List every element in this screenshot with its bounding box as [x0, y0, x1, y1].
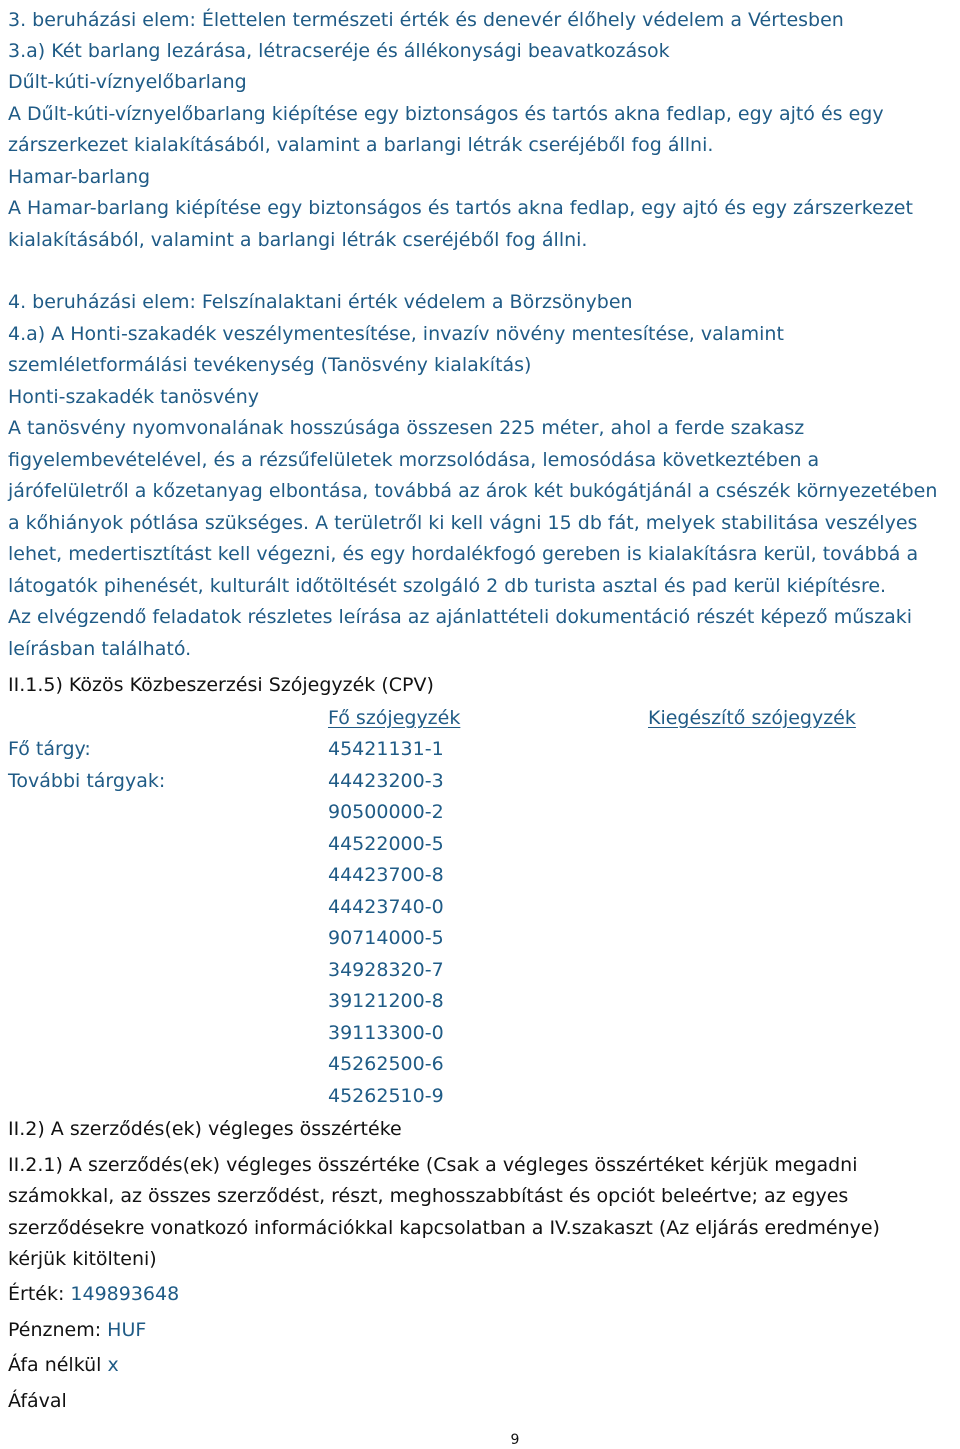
cave2-desc-line2: kialakításából, valamint a barlangi létrák cseréjéből fog állni.	[8, 229, 588, 251]
trail-title: Honti-szakadék tanösvény	[8, 386, 260, 408]
trail-body-line: Az elvégzendő feladatok részletes leírása az ajánlattételi dokumentáció részét képező műszaki	[8, 606, 913, 628]
trail-body-line: látogatók pihenését, kulturált időtöltését szolgáló 2 db turista asztal és pad kerül kiépítésre.	[8, 575, 887, 597]
cpv-main-vocab-header: Fő szójegyzék	[328, 707, 461, 729]
trail-body-line: figyelembevételével, és a rézsűfelületek morzsolódása, lemosódása következtében a	[8, 449, 820, 471]
section4-subheading-line1: 4.a) A Honti-szakadék veszélymentesítése, invazív növény mentesítése, valamint	[8, 323, 784, 345]
contract-value-desc-line: szerződésekre vonatkozó információkkal kapcsolatban a IV.szakaszt (Az eljárás eredménye)	[8, 1217, 880, 1239]
cpv-code: 44423700-8	[328, 864, 444, 886]
section3-subheading: 3.a) Két barlang lezárása, létracseréje és állékonysági beavatkozások	[8, 40, 670, 62]
cpv-code: 44423740-0	[328, 896, 444, 918]
cave2-desc-line1: A Hamar-barlang kiépítése egy biztonságos és tartós akna fedlap, egy ajtó és egy zárszerkezet	[8, 197, 913, 219]
with-vat-label: Áfával	[8, 1390, 67, 1412]
value-amount: 149893648	[70, 1283, 180, 1305]
trail-body-line: a kőhiányok pótlása szükséges. A területről ki kell vágni 15 db fát, melyek stabilitása veszélyes	[8, 512, 918, 534]
trail-body-line: leírásban található.	[8, 638, 192, 660]
trail-body-line: lehet, medertisztítást kell végezni, és egy hordalékfogó gereben is kialakításra kerül, továbbá a	[8, 543, 919, 565]
contract-value-desc-line: kérjük kitölteni)	[8, 1248, 157, 1270]
cpv-code: 45262510-9	[328, 1085, 444, 1107]
section4-heading: 4. beruházási elem: Felszínalaktani érték védelem a Börzsönyben	[8, 291, 633, 313]
cpv-code: 44522000-5	[328, 833, 444, 855]
cave1-desc-line1: A Dűlt-kúti-víznyelőbarlang kiépítése egy biztonságos és tartós akna fedlap, egy ajtó és egy	[8, 103, 884, 125]
cpv-code: 45262500-6	[328, 1053, 444, 1075]
cave2-title: Hamar-barlang	[8, 166, 151, 188]
cpv-code: 90500000-2	[328, 801, 444, 823]
value-row	[8, 1282, 179, 1306]
value-label: Érték:	[8, 1283, 71, 1305]
trail-body-line: járófelületről a kőzetanyag elbontása, továbbá az árok két bukógátjánál a csészék környezetében	[8, 480, 938, 502]
contract-value-desc-line: számokkal, az összes szerződést, részt, meghosszabbítást és opciót beleértve; az egyes	[8, 1185, 849, 1207]
currency-label: Pénznem:	[8, 1319, 108, 1341]
contract-value-heading: II.2) A szerződés(ek) végleges összértéke	[8, 1118, 402, 1140]
cave1-desc-line2: zárszerkezet kialakításából, valamint a barlangi létrák cseréjéből fog állni.	[8, 134, 714, 156]
cpv-code: 34928320-7	[328, 959, 444, 981]
trail-body-line: A tanösvény nyomvonalának hosszúsága összesen 225 méter, ahol a ferde szakasz	[8, 417, 805, 439]
net-of-vat-mark: x	[107, 1354, 119, 1376]
cpv-other-objects-label: További tárgyak:	[8, 770, 166, 792]
currency-row	[8, 1318, 146, 1342]
section4-subheading-line2: szemléletformálási tevékenység (Tanösvény kialakítás)	[8, 354, 532, 376]
cpv-heading: II.1.5) Közös Közbeszerzési Szójegyzék (CPV)	[8, 674, 434, 696]
cpv-code: 39121200-8	[328, 990, 444, 1012]
cpv-code: 39113300-0	[328, 1022, 444, 1044]
net-of-vat-row	[8, 1353, 119, 1377]
currency-value: HUF	[107, 1319, 147, 1341]
cpv-supplementary-vocab-header: Kiegészítő szójegyzék	[648, 707, 856, 729]
page-number: 9	[510, 1432, 520, 1448]
cpv-code: 44423200-3	[328, 770, 444, 792]
section3-heading: 3. beruházási elem: Élettelen természeti érték és denevér élőhely védelem a Vértesben	[8, 9, 844, 31]
net-of-vat-label: Áfa nélkül	[8, 1354, 108, 1376]
cave1-title: Dűlt-kúti-víznyelőbarlang	[8, 71, 247, 93]
cpv-main-object-label: Fő tárgy:	[8, 738, 91, 760]
cpv-code: 90714000-5	[328, 927, 444, 949]
cpv-main-object-code: 45421131-1	[328, 738, 444, 760]
contract-value-desc-line: II.2.1) A szerződés(ek) végleges összértéke (Csak a végleges összértéket kérjük megadni	[8, 1154, 858, 1176]
